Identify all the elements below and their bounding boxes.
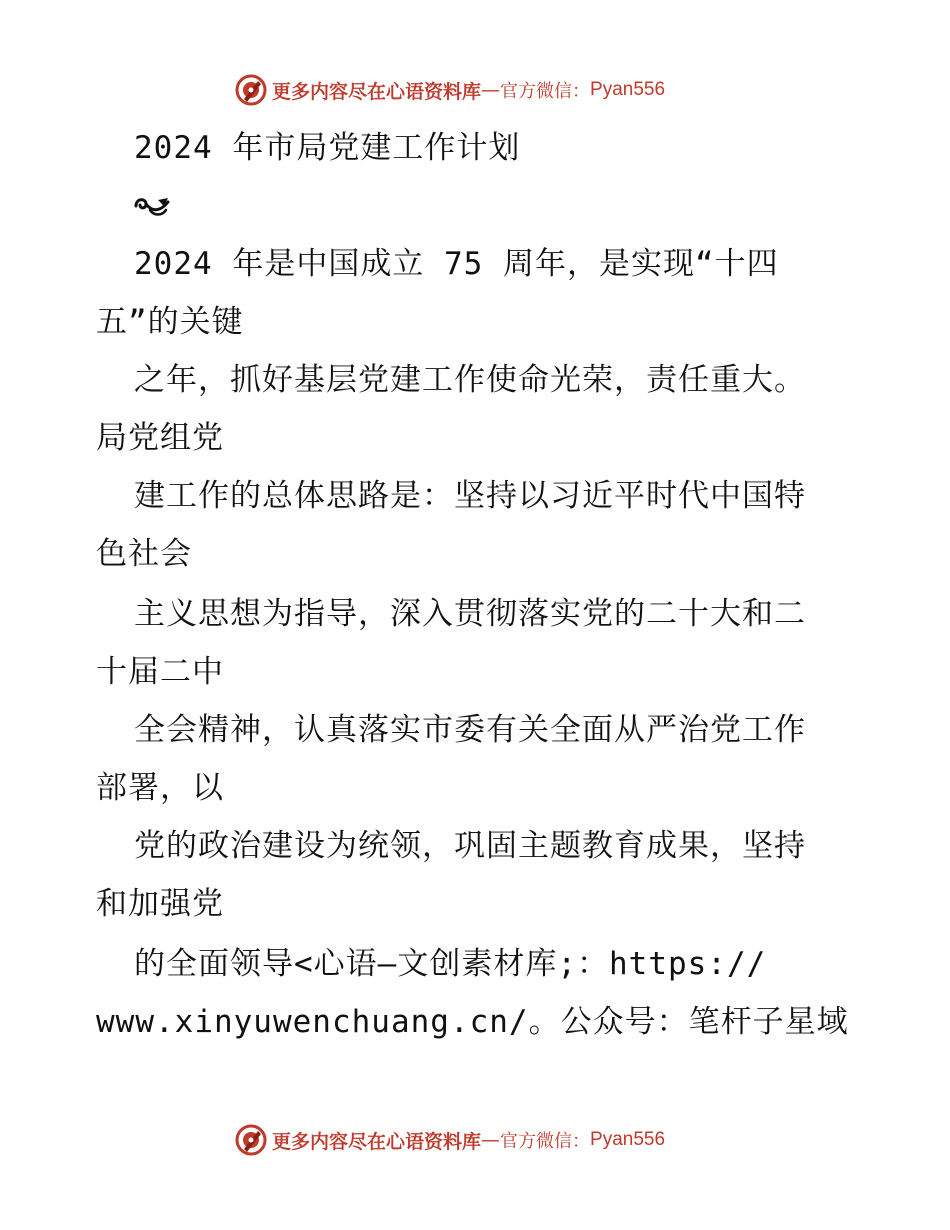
scroll-ornament-icon xyxy=(132,190,172,220)
body-line: 局党组党 xyxy=(96,420,224,456)
body-line: 部署，以 xyxy=(96,770,224,806)
body-line: 党的政治建设为统领，巩固主题教育成果，坚持 xyxy=(134,828,806,864)
body-line: 之年，抓好基层党建工作使命光荣，责任重大。 xyxy=(134,362,806,398)
footer-banner xyxy=(234,1122,665,1158)
body-line: 2024 年是中国成立 75 周年，是实现“十四 xyxy=(134,246,779,282)
body-line: 的全面领导<心语—文创素材库;：https:// xyxy=(134,946,767,982)
banner-dash: — xyxy=(481,1129,501,1151)
banner-wechat-id: Pyan556 xyxy=(590,1129,666,1150)
body-line-url: www.xinyuwenchuang.cn/。公众号：笔杆子星域 xyxy=(96,1004,849,1040)
pen-nib-circle-icon xyxy=(234,1123,268,1157)
banner-main-text: 更多内容尽在心语资料库 xyxy=(272,1130,482,1153)
body-line: 主义思想为指导，深入贯彻落实党的二十大和二 xyxy=(134,596,806,632)
body-line: 全会精神，认真落实市委有关全面从严治党工作 xyxy=(134,712,806,748)
header-banner xyxy=(234,72,665,108)
banner-main-text: 更多内容尽在心语资料库 xyxy=(272,80,482,103)
banner-wechat-id: Pyan556 xyxy=(590,79,666,100)
pen-nib-circle-icon xyxy=(234,73,268,107)
body-line: 五”的关键 xyxy=(96,304,244,340)
document-title: 2024 年市局党建工作计划 xyxy=(134,130,521,166)
body-line: 色社会 xyxy=(96,536,192,572)
body-line: 和加强党 xyxy=(96,886,224,922)
body-line: 建工作的总体思路是：坚持以习近平时代中国特 xyxy=(134,478,806,514)
banner-dash: — xyxy=(481,79,501,101)
banner-wechat-label: 官方微信： xyxy=(500,81,591,102)
body-line: 十届二中 xyxy=(96,654,224,690)
banner-wechat-label: 官方微信： xyxy=(500,1131,591,1152)
